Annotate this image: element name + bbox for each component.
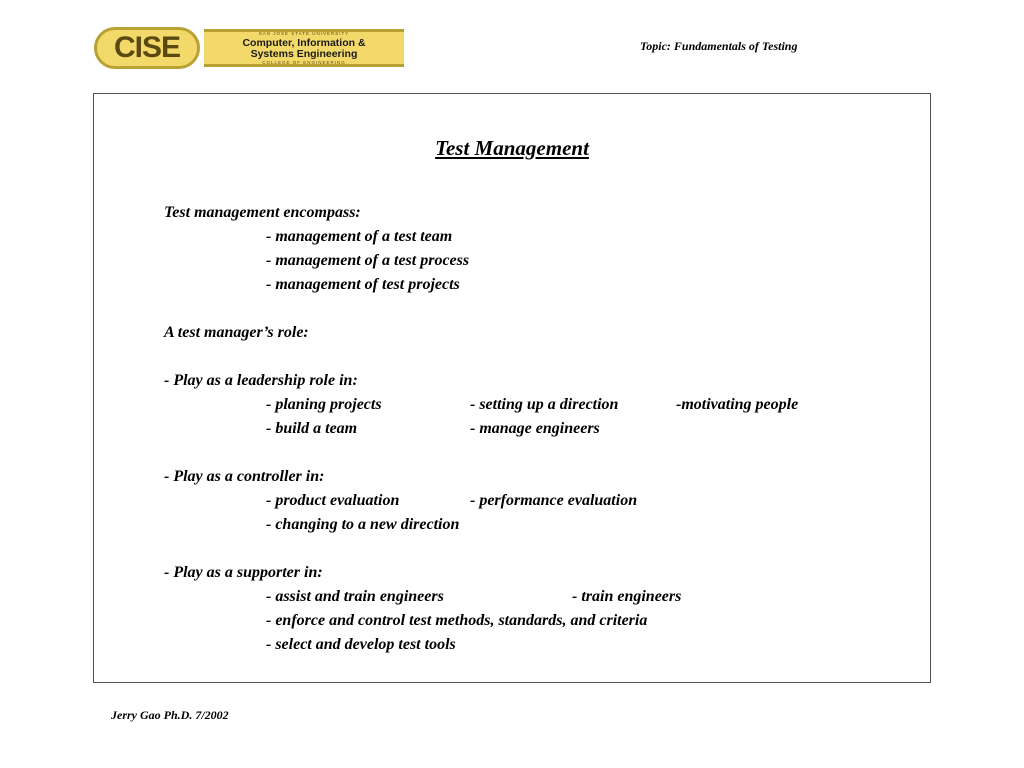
encompass-item: - management of a test team xyxy=(266,228,453,245)
leadership-item: - build a team xyxy=(266,420,358,437)
leadership-item: - setting up a direction xyxy=(470,396,619,413)
cise-logo xyxy=(94,27,406,69)
leadership-item: - manage engineers xyxy=(470,420,600,437)
supporter-item: - assist and train engineers xyxy=(266,588,444,605)
leadership-item: - planing projects xyxy=(266,396,382,413)
topic-label: Topic: Fundamentals of Testing xyxy=(640,39,798,53)
controller-heading: - Play as a controller in: xyxy=(164,468,325,485)
encompass-item: - management of a test process xyxy=(266,252,470,269)
logo-department-line-1: Computer, Information & xyxy=(242,37,366,49)
supporter-heading: - Play as a supporter in: xyxy=(164,564,323,581)
controller-item: - performance evaluation xyxy=(470,492,638,509)
leadership-item: -motivating people xyxy=(676,396,799,413)
logo-university: SAN JOSE STATE UNIVERSITY xyxy=(258,31,350,36)
supporter-item: - select and develop test tools xyxy=(266,636,456,653)
controller-item: - product evaluation xyxy=(266,492,400,509)
encompass-heading: Test management encompass: xyxy=(164,204,361,221)
supporter-item: - train engineers xyxy=(572,588,682,605)
role-heading: A test manager’s role: xyxy=(164,324,309,341)
logo-department-line-2: Systems Engineering xyxy=(250,48,358,60)
leadership-heading: - Play as a leadership role in: xyxy=(164,372,358,389)
supporter-item: - enforce and control test methods, standards, and criteria xyxy=(266,612,648,629)
logo-band xyxy=(204,29,404,67)
encompass-item: - management of test projects xyxy=(266,276,460,293)
logo-acronym: CISE xyxy=(94,27,200,69)
footer-author: Jerry Gao Ph.D. 7/2002 xyxy=(111,708,229,722)
controller-item: - changing to a new direction xyxy=(266,516,460,533)
logo-college: COLLEGE OF ENGINEERING xyxy=(262,60,346,65)
logo-department xyxy=(204,38,404,60)
slide-title: Test Management xyxy=(435,136,589,160)
